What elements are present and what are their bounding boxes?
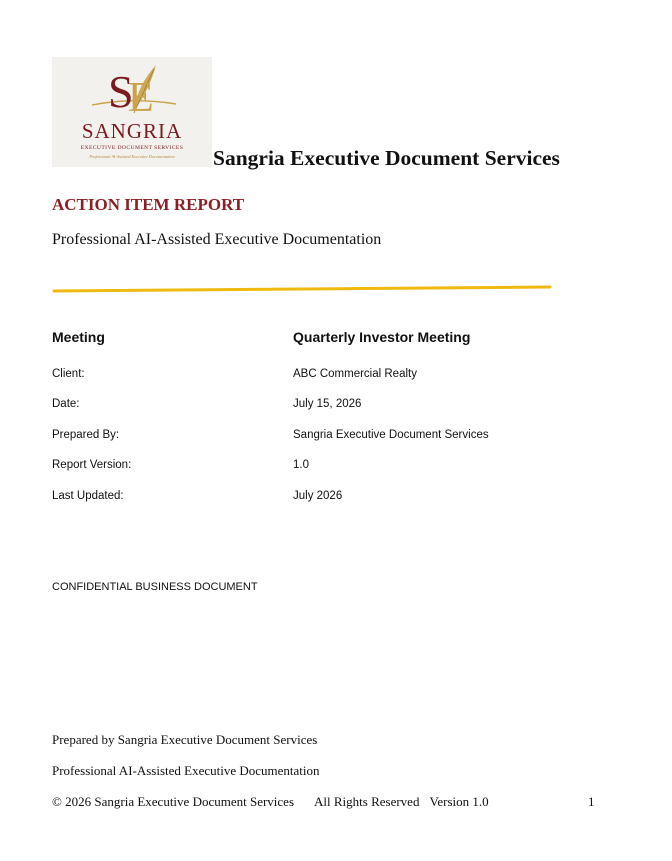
client-value: ABC Commercial Realty	[293, 368, 417, 380]
report-subtitle: Professional AI-Assisted Executive Documentation	[52, 231, 382, 248]
copyright-text: © 2026 Sangria Executive Document Services	[52, 794, 295, 809]
rights-text: All Rights Reserved	[314, 794, 420, 809]
logo-brand-name: SANGRIA	[81, 119, 183, 143]
date-label: Date:	[52, 398, 80, 410]
svg-text:E: E	[128, 75, 154, 121]
confidential-notice: CONFIDENTIAL BUSINESS DOCUMENT	[52, 581, 258, 593]
prepared-by-value: Sangria Executive Document Services	[293, 429, 489, 441]
version-text: Version 1.0	[429, 794, 489, 809]
monogram-icon	[52, 57, 212, 127]
meeting-value: Quarterly Investor Meeting	[293, 329, 471, 345]
report-version-value: 1.0	[293, 459, 309, 471]
last-updated-value: July 2026	[293, 490, 343, 502]
page-number: 1	[588, 794, 595, 809]
svg-text:S: S	[108, 66, 134, 117]
report-title: ACTION ITEM REPORT	[52, 195, 245, 214]
footer-tagline: Professional AI-Assisted Executive Documentation	[52, 763, 320, 778]
company-name: Sangria Executive Document Services	[213, 146, 560, 170]
footer-prepared-by: Prepared by Sangria Executive Document Services	[52, 732, 318, 747]
last-updated-label: Last Updated:	[52, 490, 124, 502]
logo-brand-tagline: Professional AI-Assisted Executive Documentation	[89, 154, 175, 159]
company-logo	[52, 57, 212, 167]
client-label: Client:	[52, 368, 85, 380]
footer-copyright	[52, 794, 489, 810]
meeting-label: Meeting	[52, 329, 105, 345]
prepared-by-label: Prepared By:	[52, 429, 120, 441]
gold-divider	[52, 284, 552, 294]
logo-brand-subtitle: EXECUTIVE DOCUMENT SERVICES	[80, 145, 184, 151]
report-version-label: Report Version:	[52, 459, 132, 471]
date-value: July 15, 2026	[293, 398, 362, 410]
